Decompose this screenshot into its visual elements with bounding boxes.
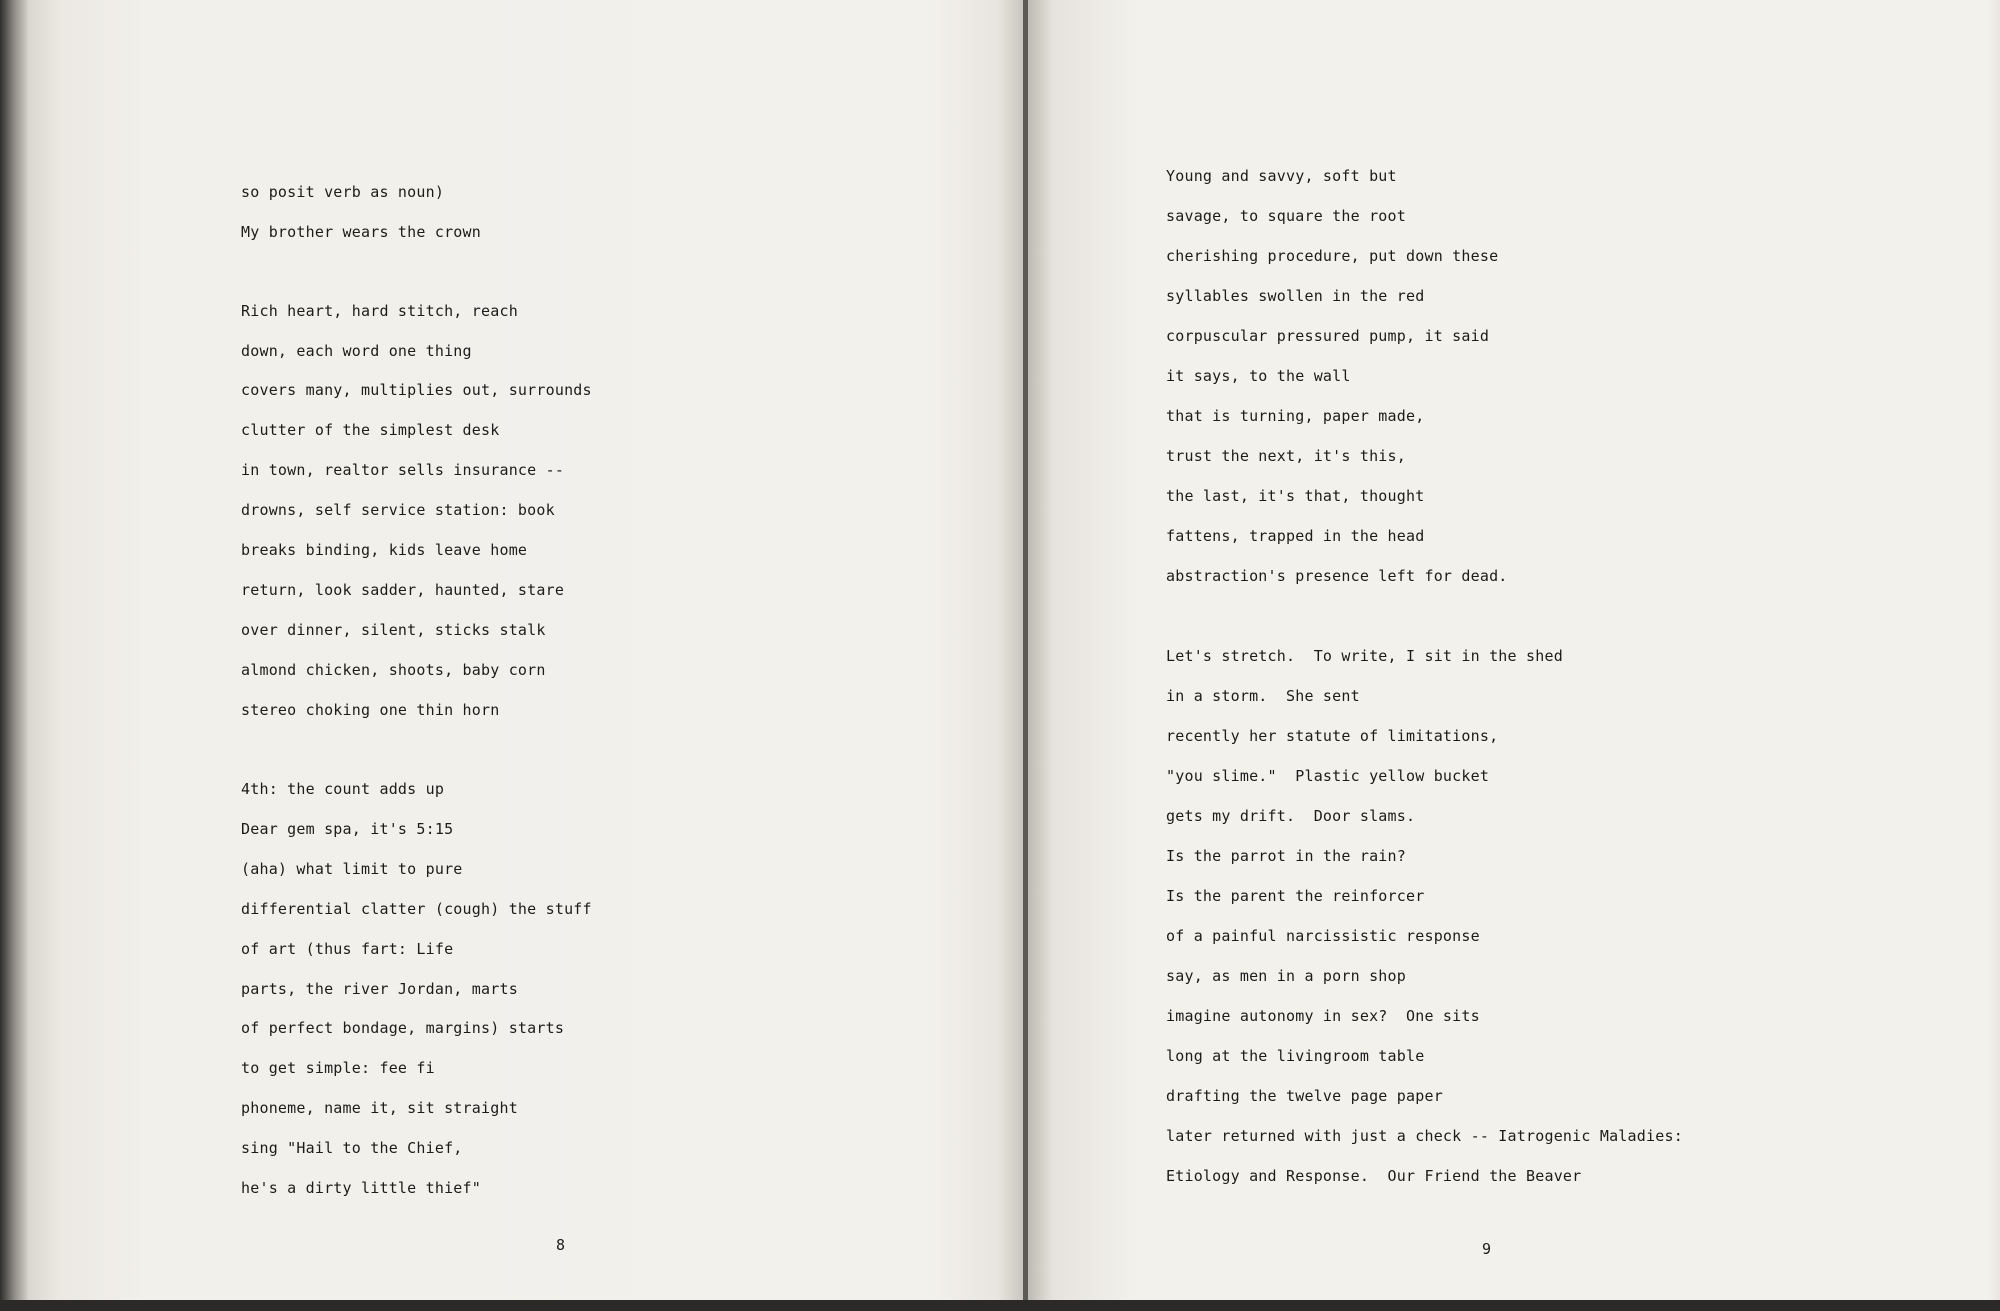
bottom-edge: [0, 1300, 2000, 1311]
right-page-text: [1166, 0, 1986, 1311]
text-line: of perfect bondage, margins) starts: [241, 1019, 565, 1037]
text-line: in town, realtor sells insurance --: [241, 461, 565, 479]
text-line: it says, to the wall: [1166, 367, 1351, 385]
text-line: sing "Hail to the Chief,: [241, 1139, 463, 1157]
left-page-text: [241, 0, 941, 1311]
page-number: 8: [556, 1236, 566, 1254]
right-page: [1028, 0, 2000, 1311]
text-line: stereo choking one thin horn: [241, 701, 500, 719]
text-line: that is turning, paper made,: [1166, 407, 1425, 425]
text-line: Dear gem spa, it's 5:15: [241, 820, 454, 838]
book-edge: [0, 0, 28, 1311]
text-line: of a painful narcissistic response: [1166, 927, 1480, 945]
text-line: gets my drift. Door slams.: [1166, 807, 1416, 825]
text-line: recently her statute of limitations,: [1166, 727, 1499, 745]
text-line: down, each word one thing: [241, 342, 472, 360]
text-line: trust the next, it's this,: [1166, 447, 1406, 465]
text-line: he's a dirty little thief": [241, 1179, 481, 1197]
text-line: Young and savvy, soft but: [1166, 167, 1397, 185]
text-line: corpuscular pressured pump, it said: [1166, 327, 1490, 345]
text-line: parts, the river Jordan, marts: [241, 980, 518, 998]
text-line: 4th: the count adds up: [241, 780, 445, 798]
text-line: Let's stretch. To write, I sit in the shed: [1166, 647, 1563, 665]
text-line: Etiology and Response. Our Friend the Beaver: [1166, 1167, 1582, 1185]
text-line: long at the livingroom table: [1166, 1047, 1425, 1065]
text-line: Rich heart, hard stitch, reach: [241, 302, 518, 320]
text-line: covers many, multiplies out, surrounds: [241, 381, 592, 399]
text-line: drowns, self service station: book: [241, 501, 555, 519]
left-page: [28, 0, 1023, 1311]
text-line: cherishing procedure, put down these: [1166, 247, 1499, 265]
text-line: syllables swollen in the red: [1166, 287, 1425, 305]
text-line: abstraction's presence left for dead.: [1166, 567, 1508, 585]
text-line: the last, it's that, thought: [1166, 487, 1425, 505]
text-line: drafting the twelve page paper: [1166, 1087, 1443, 1105]
text-line: in a storm. She sent: [1166, 687, 1360, 705]
page-number: 9: [1482, 1240, 1492, 1258]
text-line: My brother wears the crown: [241, 223, 481, 241]
text-line: over dinner, silent, sticks stalk: [241, 621, 546, 639]
text-line: "you slime." Plastic yellow bucket: [1166, 767, 1490, 785]
text-line: savage, to square the root: [1166, 207, 1406, 225]
text-line: say, as men in a porn shop: [1166, 967, 1406, 985]
text-line: return, look sadder, haunted, stare: [241, 581, 565, 599]
text-line: almond chicken, shoots, baby corn: [241, 661, 546, 679]
text-line: Is the parent the reinforcer: [1166, 887, 1425, 905]
text-line: later returned with just a check -- Iatrogenic Maladies:: [1166, 1127, 1683, 1145]
text-line: clutter of the simplest desk: [241, 421, 500, 439]
text-line: differential clatter (cough) the stuff: [241, 900, 592, 918]
text-line: of art (thus fart: Life: [241, 940, 454, 958]
text-line: imagine autonomy in sex? One sits: [1166, 1007, 1480, 1025]
text-line: phoneme, name it, sit straight: [241, 1099, 518, 1117]
text-line: Is the parrot in the rain?: [1166, 847, 1406, 865]
text-line: fattens, trapped in the head: [1166, 527, 1425, 545]
text-line: (aha) what limit to pure: [241, 860, 463, 878]
text-line: to get simple: fee fi: [241, 1059, 435, 1077]
text-line: breaks binding, kids leave home: [241, 541, 528, 559]
text-line: so posit verb as noun): [241, 183, 445, 201]
